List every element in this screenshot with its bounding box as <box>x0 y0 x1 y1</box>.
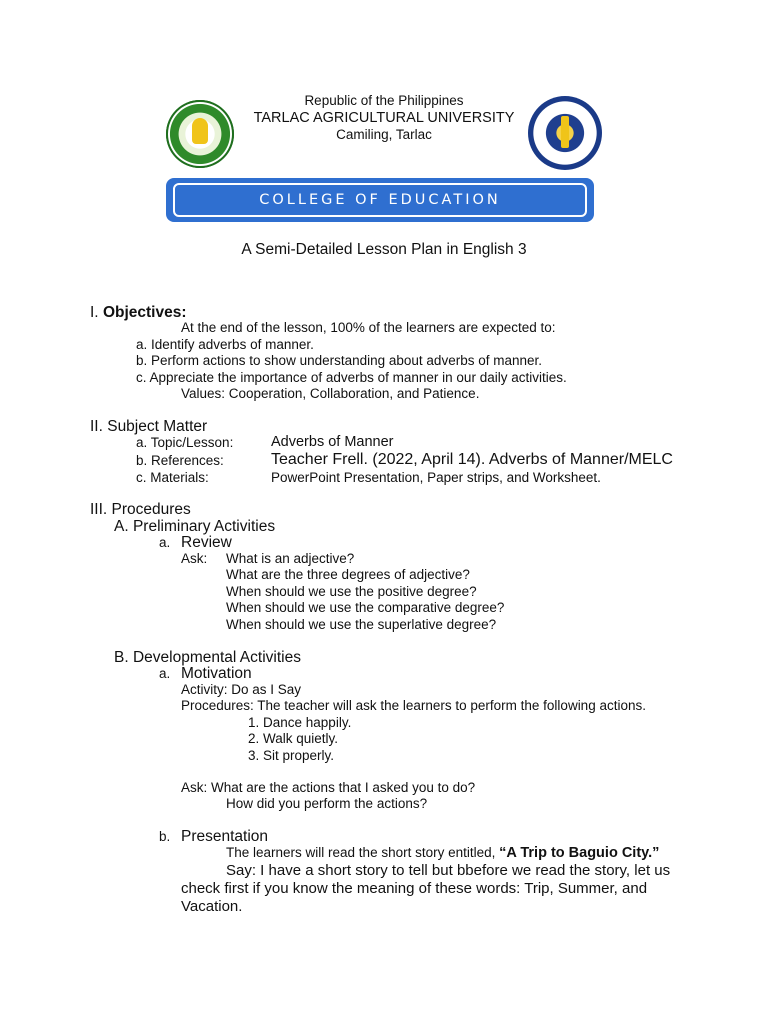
review-question: What is an adjective? <box>226 551 355 566</box>
college-banner-text: COLLEGE OF EDUCATION <box>259 192 501 208</box>
procedures-heading: III. Procedures <box>90 501 191 518</box>
presentation-marker: b. <box>159 829 171 844</box>
materials-value: PowerPoint Presentation, Paper strips, and Worksheet. <box>271 470 601 485</box>
header-university: TARLAC AGRICULTURAL UNIVERSITY <box>253 110 515 126</box>
review-heading: Review <box>181 534 232 551</box>
review-question: When should we use the positive degree? <box>226 584 477 599</box>
materials-label: c. Materials: <box>136 470 209 485</box>
presentation-line: Vacation. <box>181 898 243 915</box>
action-item: 2. Walk quietly. <box>248 731 339 746</box>
story-title: “A Trip to Baguio City.” <box>499 845 660 861</box>
college-banner <box>166 178 594 222</box>
presentation-line: Say: I have a short story to tell but bbefore we read the story, let us <box>226 862 671 879</box>
objectives-values: Values: Cooperation, Collaboration, and Patience. <box>181 386 480 401</box>
topic-value: Adverbs of Manner <box>271 434 394 450</box>
action-item: 1. Dance happily. <box>248 715 352 730</box>
objective-item: c. Appreciate the importance of adverbs of manner in our daily activities. <box>136 370 567 385</box>
motivation-activity: Activity: Do as I Say <box>181 682 302 697</box>
ask-question: Ask: What are the actions that I asked you to do? <box>181 780 476 795</box>
presentation-heading: Presentation <box>181 828 269 845</box>
ask-followup: How did you perform the actions? <box>226 796 428 811</box>
review-question: What are the three degrees of adjective? <box>226 567 470 582</box>
objective-item: b. Perform actions to show understanding about adverbs of manner. <box>136 353 542 368</box>
presentation-line: check first if you know the meaning of these words: Trip, Summer, and <box>181 880 648 897</box>
action-item: 3. Sit properly. <box>248 748 335 763</box>
references-label: b. References: <box>136 453 224 468</box>
review-question: When should we use the superlative degree? <box>226 617 497 632</box>
review-question: When should we use the comparative degree? <box>226 600 505 615</box>
references-value: Teacher Frell. (2022, April 14). Adverbs of Manner/MELC <box>271 451 673 468</box>
motivation-marker: a. <box>159 666 171 681</box>
header-republic: Republic of the Philippines <box>304 93 464 108</box>
objectives-intro: At the end of the lesson, 100% of the learners are expected to: <box>181 320 556 335</box>
motivation-heading: Motivation <box>181 665 252 682</box>
subject-matter-heading: II. Subject Matter <box>90 418 208 435</box>
ask-label: Ask: <box>181 551 208 566</box>
topic-label: a. Topic/Lesson: <box>136 435 234 450</box>
review-marker: a. <box>159 535 171 550</box>
presentation-line: The learners will read the short story entitled, “A Trip to Baguio City.” <box>226 845 660 861</box>
objectives-heading: I. Objectives: <box>90 304 187 321</box>
header-location: Camiling, Tarlac <box>336 127 432 142</box>
objective-item: a. Identify adverbs of manner. <box>136 337 314 352</box>
preliminary-activities-heading: A. Preliminary Activities <box>114 518 276 535</box>
developmental-activities-heading: B. Developmental Activities <box>114 649 301 666</box>
document-title: A Semi-Detailed Lesson Plan in English 3 <box>241 241 527 258</box>
motivation-procedures: Procedures: The teacher will ask the learners to perform the following actions. <box>181 698 646 713</box>
